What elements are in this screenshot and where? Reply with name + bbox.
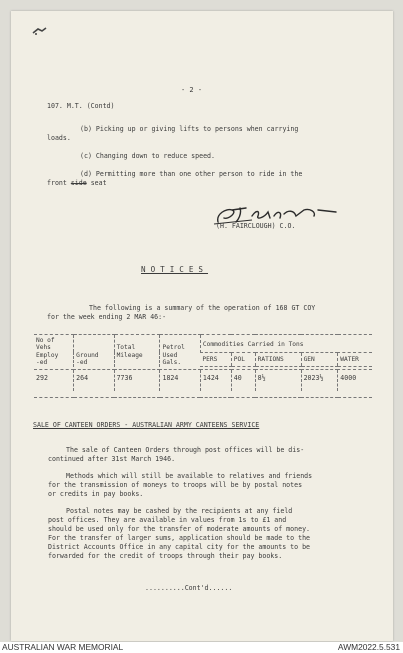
summary-line1: The following is a summary of the operation of 168 GT COY — [89, 304, 316, 312]
cell-pers: 1424 — [200, 370, 231, 391]
header-grounded: Ground -ed — [74, 335, 114, 367]
header-rations: RATIONS — [255, 352, 301, 366]
cell-gen: 2023½ — [301, 370, 338, 391]
table-bottom-rule — [34, 391, 372, 398]
continued-marker: ..........Cont'd...... — [145, 584, 233, 592]
cell-total-mileage: 7736 — [114, 370, 160, 391]
header-gen: GEN — [301, 352, 338, 366]
archive-footer — [0, 642, 403, 653]
para3-line6: forwarded for the credit of troops through their pay books. — [48, 552, 283, 560]
para2-line1: Methods which will still be available to relatives and friends — [66, 472, 313, 480]
cell-water: 4000 — [338, 370, 372, 391]
cell-vehs-employed: 292 — [36, 374, 48, 383]
notices-heading: NOTICES — [141, 265, 209, 274]
para3-line2: post offices. They are available in values from 1s to £1 and — [48, 516, 287, 524]
para1-line2: continued after 31st March 1946. — [48, 455, 176, 463]
ink-mark — [32, 26, 48, 36]
section-heading: 107. M.T. (Contd) — [47, 102, 115, 110]
footer-accession-number: AWM2022.5.531 — [337, 642, 400, 652]
para2-line2: for the transmission of moneys to troops will be by postal notes — [48, 481, 303, 489]
para3-line3: should be used only for the transfer of moderate amounts of money. — [48, 525, 311, 533]
cell-pol: 40 — [231, 370, 255, 391]
header-petrol-used: Petrol Used Gals. — [160, 335, 200, 367]
cell-rations: 8½ — [255, 370, 301, 391]
item-b-line1: (b) Picking up or giving lifts to persons when carrying — [80, 125, 299, 133]
para3-line1: Postal notes may be cashed by the recipients at any field — [66, 507, 293, 515]
cell-petrol-used: 1824 — [160, 370, 200, 391]
item-d-prefix: front — [47, 179, 71, 187]
cell-grounded: 264 — [74, 370, 114, 391]
footer-institution: AUSTRALIAN WAR MEMORIAL — [2, 642, 124, 652]
header-pol: POL — [231, 352, 255, 366]
item-d-line1: (d) Permitting more than one other person to ride in the — [80, 170, 303, 178]
summary-line2: for the week ending 2 MAR 46:- — [47, 313, 167, 321]
item-d-suffix: seat — [86, 179, 107, 187]
header-water: WATER — [338, 352, 372, 366]
item-b-line2: loads. — [47, 134, 71, 142]
canteen-heading: SALE OF CANTEEN ORDERS - AUSTRALIAN ARMY CANTEENS SERVICE — [33, 421, 260, 429]
header-commodities-group: Commodities Carried in Tons — [200, 335, 372, 353]
para3-line4: For the transfer of larger sums, application should be made to the — [48, 534, 311, 542]
item-c-line1: (c) Changing down to reduce speed. — [80, 152, 215, 160]
struck-word: side — [70, 179, 87, 187]
para1-line1: The sale of Canteen Orders through post offices will be dis- — [66, 446, 305, 454]
document-page — [11, 11, 393, 641]
header-total-mileage: Total Mileage — [114, 335, 160, 367]
table-row — [34, 370, 372, 391]
operations-table — [34, 334, 372, 398]
signer-name: (H. FAIRCLOUGH) C.O. — [216, 222, 296, 230]
item-d-line2 — [47, 179, 107, 187]
para2-line3: or credits in pay books. — [48, 490, 144, 498]
page-number: - 2 - — [181, 86, 203, 94]
header-pers: PERS — [200, 352, 231, 366]
header-vehs-employed: No of Vehs Employ -ed — [34, 335, 74, 367]
para3-line5: District Accounts Office in any capital city for the amounts to be — [48, 543, 311, 551]
